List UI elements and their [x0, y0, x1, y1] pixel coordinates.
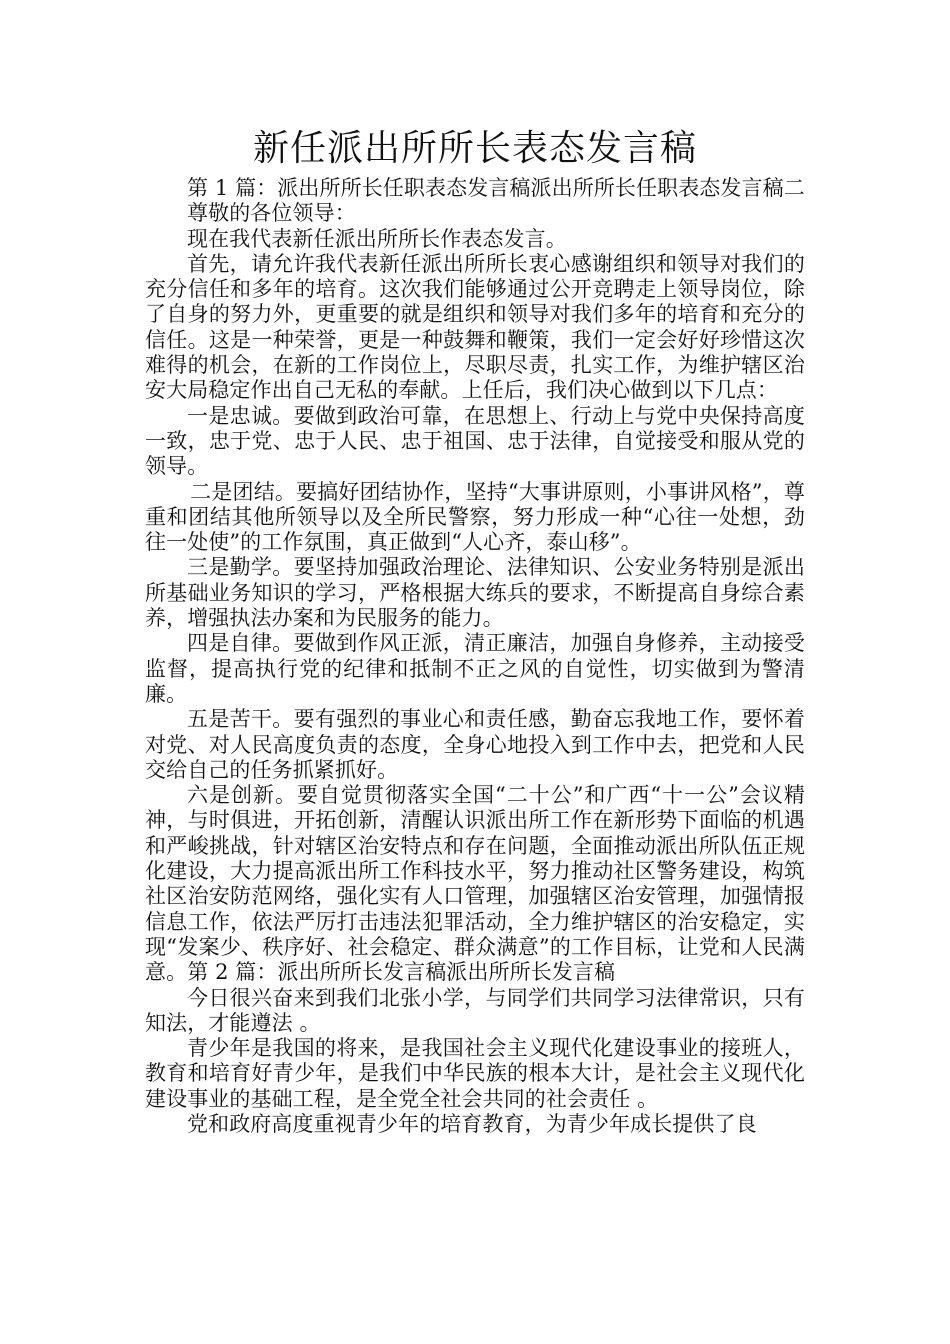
paragraph-9: 五是苦干。要有强烈的事业心和责任感，勤奋忘我地工作，要怀着对党、对人民高度负责的态度，全身心地投入到工作中去，把党和人民交给自己的任务抓紧抓好。	[145, 707, 805, 782]
paragraph-6: 二是团结。要搞好团结协作，坚持“大事讲原则，小事讲风格”，尊重和团结其他所领导以及全所民警察，努力形成一种“心往一处想，劲往一处使”的工作氛围，真正做到“人心齐，泰山移”。	[145, 479, 806, 555]
paragraph-7: 三是勤学。要坚持加强政治理论、法律知识、公安业务特别是派出所基础业务知识的学习，严格根据大练兵的要求，不断提高自身综合素养，增强执法办案和为民服务的能力。	[145, 555, 805, 631]
paragraph-8: 四是自律。要做到作风正派，清正廉洁，加强自身修养，主动接受监督，提高执行党的纪律和抵制不正之风的自觉性，切实做到为警清廉。	[145, 631, 805, 706]
paragraph-10: 六是创新。要自觉贯彻落实全国“二十公”和广西“十一公”会议精神，与时俱进，开拓创新，清醒认识派出所工作在新形势下面临的机遇和严峻挑战，针对辖区治安特点和存在问题，全面推动派出所队伍正规化建设，大力提高派出所工作科技水平，努力推动社区警务建设，构筑社区治安防范网络，强化实有人口管理，加强辖区治安管理，加强情报信息工作，依法严厉打击违法犯罪活动，全力维护辖区的治安稳定，实现“发案少、秩序好、社会稳定、群众满意”的工作目标，让党和人民满意。第 2 篇：派出所所长发言稿派出所所长发言稿	[145, 783, 805, 985]
paragraph-12: 青少年是我国的将来，是我国社会主义现代化建设事业的接班人，教育和培育好青少年，是我们中华民族的根本大计，是社会主义现代化建设事业的基础工程，是全党全社会共同的社会责任 。	[145, 1036, 805, 1111]
document-title: 新任派出所所长表态发言稿	[252, 128, 697, 169]
paragraph-11: 今日很兴奋来到我们北张小学，与同学们共同学习法律常识，只有知法，才能遵法 。	[145, 985, 805, 1035]
paragraph-1: 第 1 篇：派出所所长任职表态发言稿派出所所长任职表态发言稿二	[187, 176, 805, 200]
paragraph-3: 现在我代表新任派出所所长作表态发言。	[187, 226, 567, 251]
document-body	[145, 176, 805, 1137]
paragraph-2: 尊敬的各位领导：	[187, 201, 356, 226]
paragraph-4: 首先，请允许我代表新任派出所所长衷心感谢组织和领导对我们的充分信任和多年的培育。这次我们能够通过公开竞聘走上领导岗位，除了自身的努力外，更重要的就是组织和领导对我们多年的培育和充分的信任。这是一种荣誉，更是一种鼓舞和鞭策，我们一定会好好珍惜这次难得的机会，在新的工作岗位上，尽职尽责，扎实工作，为维护辖区治安大局稳定作出自己无私的奉献。上任后，我们决心做到以下几点：	[145, 251, 805, 403]
paragraph-13: 党和政府高度重视青少年的培育教育，为青少年成长提供了良	[187, 1111, 757, 1136]
paragraph-5: 一是忠诚。要做到政治可靠，在思想上、行动上与党中央保持高度一致，忠于党、忠于人民、忠于祖国、忠于法律，自觉接受和服从党的领导。	[145, 403, 805, 479]
